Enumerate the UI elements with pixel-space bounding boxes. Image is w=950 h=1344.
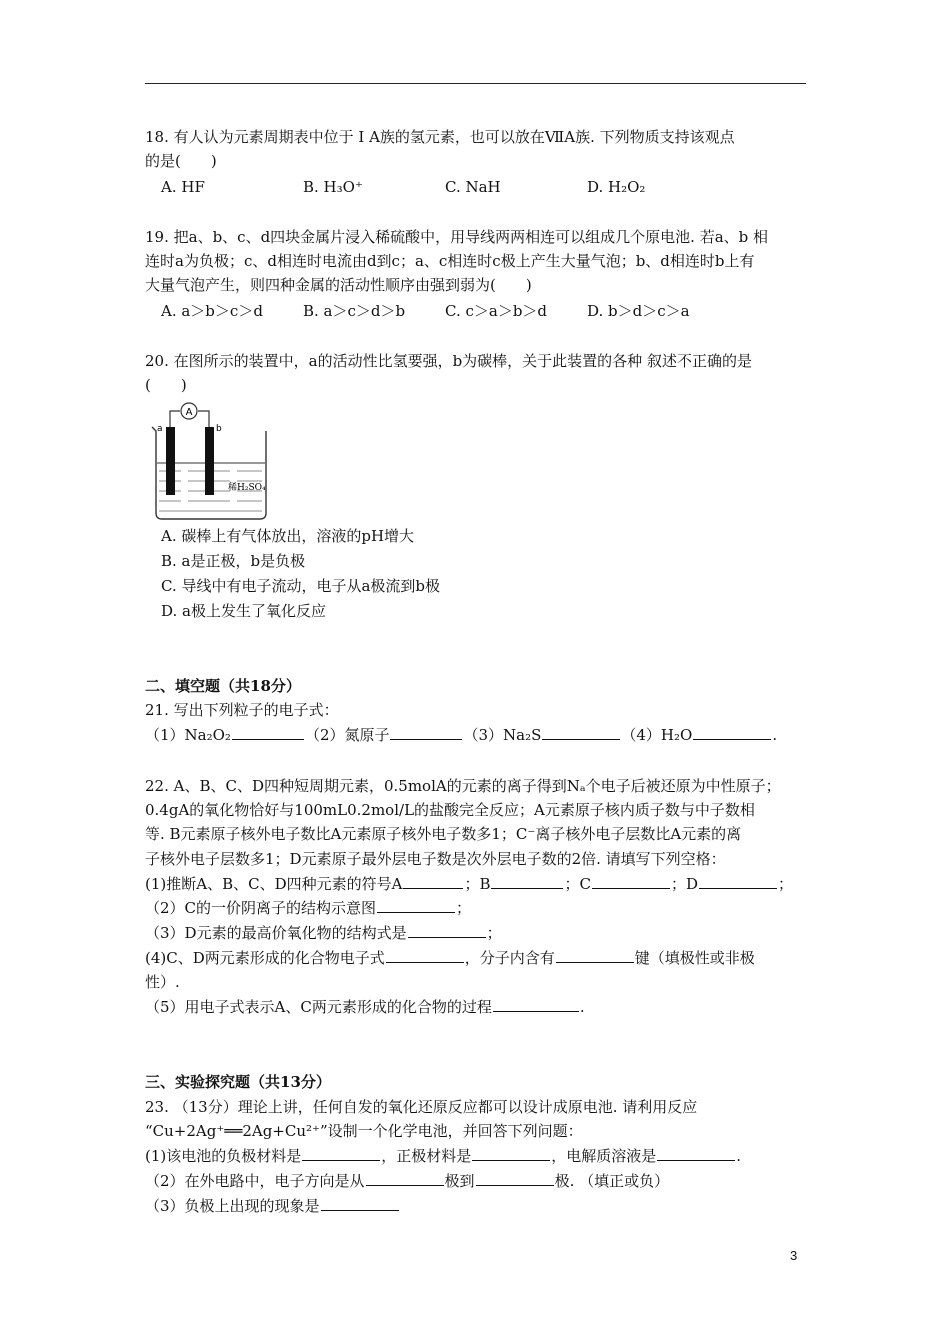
- q20-option-b: B. a是正极，b是负极: [161, 552, 306, 570]
- q23-sub2-text-b: 极到: [444, 1172, 475, 1190]
- q20-option-a: A. 碳棒上有气体放出，溶液的pH增大: [161, 527, 415, 545]
- q22-sub3-text: （3）D元素的最高价氧化物的结构式是: [145, 924, 407, 942]
- q22-sub1-text-d: ；D: [670, 875, 698, 893]
- q22-sub2: [145, 898, 471, 918]
- header-rule: [145, 83, 806, 84]
- q22-blank-3[interactable]: [408, 923, 486, 938]
- q22-sub1-text-a: (1)推断A、B、C、D四种元素的符号A: [145, 875, 403, 893]
- q22-sub4: [145, 948, 755, 968]
- q23-stem-line2: “Cu+2Ag⁺══2Ag+Cu²⁺”设制一个化学电池，并回答下列问题：: [145, 1122, 583, 1140]
- q23-blank-2a[interactable]: [366, 1171, 444, 1186]
- solution-label: 稀H₂SO₄: [228, 483, 266, 493]
- label-a: a: [157, 424, 163, 434]
- q22-sub4-cont: 性）.: [145, 973, 180, 991]
- q22-sub5-text: （5）用电子式表示A、C两元素形成的化合物的过程: [145, 998, 492, 1016]
- electrochemical-cell-figure: [148, 401, 283, 525]
- q23-blank-1b[interactable]: [472, 1146, 550, 1161]
- q20-option-c: C. 导线中有电子流动，电子从a极流到b极: [161, 577, 441, 595]
- q22-stem-line2: 0.4gA的氧化物恰好与100mL0.2mol/L的盐酸完全反应；A元素原子核内质子数与中子数相: [145, 801, 755, 819]
- q23-sub1-text-b: ，正极材料是: [381, 1147, 472, 1165]
- q22-blank-d[interactable]: [699, 874, 777, 889]
- q18-options: [161, 177, 729, 197]
- q23-sub3: [145, 1196, 400, 1216]
- q20-stem-line1: 20. 在图所示的装置中，a的活动性比氢要强，b为碳棒，关于此装置的各种 叙述不正确的是: [145, 352, 752, 370]
- q22-stem-line3: 等. B元素原子核外电子数比A元素原子核外电子数多1；C⁻离子核外电子层数比A元素的离: [145, 825, 742, 843]
- q18-stem-line1: 18. 有人认为元素周期表中位于 Ⅰ A族的氢元素，也可以放在ⅦA族. 下列物质支持该观点: [145, 128, 735, 146]
- q22-sub2-end: ；: [456, 899, 472, 917]
- q19-option-a: A. a＞b＞c＞d: [161, 302, 263, 320]
- q23-blank-1c[interactable]: [657, 1146, 735, 1161]
- q23-sub2-text-a: （2）在外电路中，电子方向是从: [145, 1172, 365, 1190]
- q22-sub1-end: ；: [778, 875, 794, 893]
- q23-sub1-text-c: ，电解质溶液是: [551, 1147, 657, 1165]
- page-number: 3: [790, 1248, 798, 1263]
- q21-item-1: （1）Na₂O₂: [145, 726, 231, 744]
- q22-sub1-text-b: ；B: [464, 875, 491, 893]
- q22-stem-line1: 22. A、B、C、D四种短周期元素，0.5molA的元素的离子得到Nₐ个电子后被还原为中性原子；: [145, 777, 781, 795]
- q18-option-a: A. HF: [161, 178, 205, 196]
- q23-blank-2b[interactable]: [476, 1171, 554, 1186]
- q22-blank-a[interactable]: [403, 874, 463, 889]
- electrode-a: [166, 427, 175, 495]
- q22-sub3-end: ；: [486, 924, 502, 942]
- q21-item-4: （4）H₂O: [621, 726, 693, 744]
- q18-stem-line2: 的是( ): [145, 152, 217, 170]
- q21-items: [145, 725, 777, 745]
- q23-sub2: [145, 1171, 669, 1191]
- q19-option-d: D. b＞d＞c＞a: [587, 302, 690, 320]
- q22-sub4-text-b: ，分子内含有: [464, 949, 555, 967]
- q18-option-b: B. H₃O⁺: [303, 178, 363, 196]
- q19-options: [161, 301, 729, 321]
- q21-stem: 21. 写出下列粒子的电子式：: [145, 701, 339, 719]
- q23-sub1-end: .: [736, 1147, 742, 1165]
- q23-sub1: [145, 1146, 741, 1166]
- q22-sub4-text-c: 键（填极性或非极: [634, 949, 755, 967]
- q22-blank-4b[interactable]: [556, 948, 634, 963]
- q23-sub3-text: （3）负极上出现的现象是: [145, 1197, 320, 1215]
- q22-blank-c[interactable]: [592, 874, 670, 889]
- q21-blank-2[interactable]: [390, 725, 462, 740]
- electrode-b: [205, 427, 214, 495]
- q21-blank-1[interactable]: [232, 725, 304, 740]
- q21-item-2: （2）氮原子: [304, 726, 390, 744]
- section-2-title: 二、填空题（共18分）: [145, 677, 301, 695]
- q21-end: .: [772, 726, 778, 744]
- q19-option-c: C. c＞a＞b＞d: [445, 302, 548, 320]
- q22-sub1-text-c: ；C: [564, 875, 591, 893]
- q22-sub3: [145, 923, 502, 943]
- q22-blank-5[interactable]: [493, 997, 579, 1012]
- q20-stem-line2: ( ): [145, 376, 187, 394]
- q22-sub4-text-a: (4)C、D两元素形成的化合物电子式: [145, 949, 385, 967]
- q21-blank-4[interactable]: [693, 725, 771, 740]
- q19-stem-line2: 连时a为负极；c、d相连时电流由d到c；a、c相连时c极上产生大量气泡；b、d相连时b上有: [145, 252, 755, 270]
- q23-sub1-text-a: (1)该电池的负极材料是: [145, 1147, 302, 1165]
- q21-item-3: （3）Na₂S: [463, 726, 542, 744]
- section-3-title: 三、实验探究题（共13分）: [145, 1073, 331, 1091]
- q20-option-d: D. a极上发生了氧化反应: [161, 602, 326, 620]
- q22-blank-b[interactable]: [491, 874, 563, 889]
- q22-sub1: [145, 874, 793, 894]
- ammeter-label: A: [185, 407, 193, 418]
- q22-blank-2[interactable]: [377, 898, 455, 913]
- q22-sub5: [145, 997, 585, 1017]
- q19-stem-line3: 大量气泡产生，则四种金属的活动性顺序由强到弱为( ): [145, 276, 532, 294]
- q23-blank-3[interactable]: [321, 1196, 399, 1211]
- q22-stem-line4: 子核外电子层数多1；D元素原子最外层电子数是次外层电子数的2倍. 请填写下列空格：: [145, 850, 726, 868]
- q23-blank-1a[interactable]: [302, 1146, 380, 1161]
- q18-option-c: C. NaH: [445, 178, 501, 196]
- q21-blank-3[interactable]: [542, 725, 620, 740]
- q22-sub5-end: .: [579, 998, 585, 1016]
- q19-stem-line1: 19. 把a、b、c、d四块金属片浸入稀硫酸中，用导线两两相连可以组成几个原电池. 若a、b 相: [145, 228, 769, 246]
- q22-blank-4a[interactable]: [386, 948, 464, 963]
- q23-sub2-text-c: 极. （填正或负）: [554, 1172, 670, 1190]
- q23-stem-line1: 23. （13分）理论上讲，任何自发的氧化还原反应都可以设计成原电池. 请利用反应: [145, 1098, 698, 1116]
- label-b: b: [216, 424, 222, 434]
- q19-option-b: B. a＞c＞d＞b: [303, 302, 406, 320]
- q18-option-d: D. H₂O₂: [587, 178, 646, 196]
- q22-sub2-text: （2）C的一价阴离子的结构示意图: [145, 899, 377, 917]
